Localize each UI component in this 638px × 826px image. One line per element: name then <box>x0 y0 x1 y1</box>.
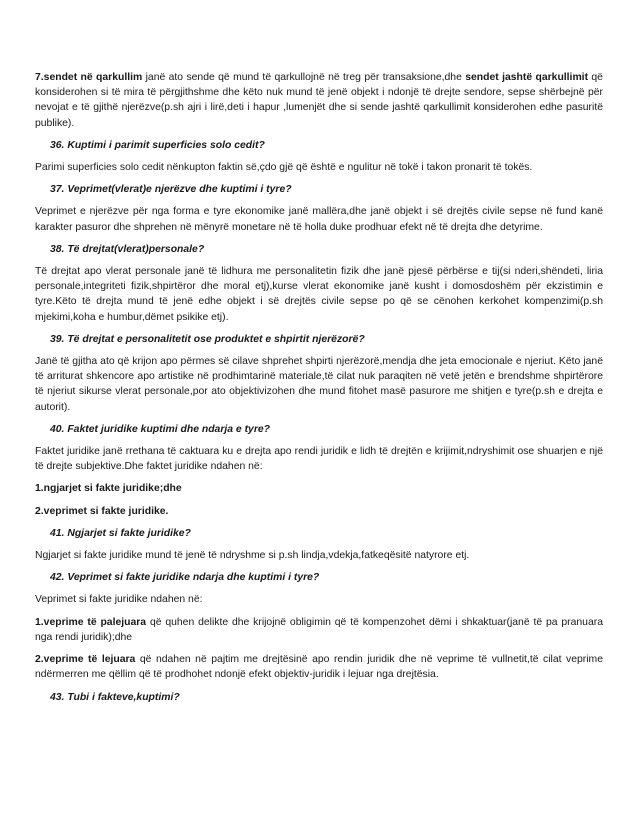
text-run: Veprimet e njerëzve për nga forma e tyre ekonomike janë mallëra,dhe janë objekt i së drejtës civile sepse në fund kanë karakter pasuror dhe shprehen në mënyrë monetare në të holla duke prodhuar efekt në të drejta dhe detyrime. <box>35 206 603 233</box>
text-run: Faktet juridike janë rrethana të caktuara ku e drejta apo rendi juridik e lidh të drejtën e krijimit,ndryshimit ose shuarjen e një të drejte subjektive.Dhe faktet juridike ndahen në: <box>35 446 603 473</box>
question-heading: 36. Kuptimi i parimit superficies solo cedit? <box>50 139 265 151</box>
paragraph <box>35 204 603 234</box>
question-heading: 43. Tubi i fakteve,kuptimi? <box>50 691 180 703</box>
paragraph <box>35 444 603 474</box>
paragraph <box>35 354 603 415</box>
text-run: Të drejtat apo vlerat personale janë të lidhura me personalitetin fizik dhe janë pjesë përbërse e tij(si nderi,shëndeti, liria personale,integriteti fizik,shpirtëror dhe moral etj),kurse vlerat ekonomike janë kusht i domosdoshëm për ekzistimin e tyre.Këto të drejta mund të jenë edhe objekt i së drejtës civile sepse po që se cënohen kerkohet kompenzimi(p.sh mjekimi,koha e humbur,dëmet psikike etj). <box>35 266 603 323</box>
text-run: Janë të gjitha ato që krijon apo përmes së cilave shprehet shpirti njerëzorë,mendja dhe jeta emocionale e njeriut. Këto janë të arriturat shkencore apo artistike në prodhimtarinë materiale,të cilat nuk paraqiten në vetë jetën e brendshme shpirtërore të njeriut sikurse vlerat personale,por ato objektivizohen dhe mund fitohet masë pasurore me shitjen e tyre(p.sh e drejta e autorit). <box>35 356 603 413</box>
bold-term: 2.veprimet si fakte juridike. <box>35 505 169 517</box>
bold-term: sendet jashtë qarkullimit <box>465 72 589 83</box>
bold-term: 7.sendet në qarkullim <box>35 72 143 83</box>
question-heading: 39. Të drejtat e personalitetit ose produktet e shpirtit njerëzorë? <box>50 333 365 345</box>
question-heading: 38. Të drejtat(vlerat)personale? <box>50 243 205 255</box>
bold-term: 1.ngjarjet si fakte juridike;dhe <box>35 483 182 495</box>
paragraph <box>35 615 603 645</box>
text-run: që ndahen në pajtim me drejtësinë apo rendin juridik dhe në veprime të vullnetit,të cilat veprime ndërmerren me qëllim që të prodhohet ndonjë efekt objektiv-juridik i lejuar nga drejtësia. <box>35 654 603 681</box>
document-page <box>35 70 603 712</box>
text-run: janë ato sende që mund të qarkullojnë në treg për transaksione,dhe <box>142 72 466 83</box>
paragraph <box>35 264 603 325</box>
bold-term: 2.veprime të lejuara <box>35 654 136 666</box>
text-run: Parimi superficies solo cedit nënkupton faktin së,çdo gjë që është e ngulitur në tokë i takon pronarit të tokës. <box>35 162 533 174</box>
bold-term: 1.veprime të palejuara <box>35 616 147 628</box>
text-run: Veprimet si fakte juridike ndahen në: <box>35 594 203 606</box>
paragraph <box>35 548 603 563</box>
question-heading: 41. Ngjarjet si fakte juridike? <box>50 527 191 539</box>
paragraph <box>35 592 603 607</box>
paragraph <box>35 70 603 131</box>
paragraph <box>35 481 603 496</box>
paragraph <box>35 160 603 175</box>
text-run: që quhen delikte dhe krijojnë obligimin që të kompenzohet dëmi i shkaktuar(janë të pa pranuara nga rendi juridik);dhe <box>35 616 603 643</box>
paragraph <box>35 504 603 519</box>
question-heading: 40. Faktet juridike kuptimi dhe ndarja e tyre? <box>50 423 270 435</box>
paragraph <box>35 652 603 682</box>
question-heading: 42. Veprimet si fakte juridike ndarja dhe kuptimi i tyre? <box>50 572 320 584</box>
text-run: që konsiderohen si të mira të përgjithshme dhe këto nuk mund të jenë objekt i ndonjë të drejte sendore, sepse shërbejnë për nevojat e të gjithë njerëzve(p.sh ajri i lirë,deti i hapur ,lumenjët dhe si sende jashtë qarkullimit konsiderohen edhe pasuritë publike). <box>35 72 603 129</box>
text-run: Ngjarjet si fakte juridike mund të jenë të ndryshme si p.sh lindja,vdekja,fatkeqësitë natyrore etj. <box>35 550 470 562</box>
question-heading: 37. Veprimet(vlerat)e njerëzve dhe kuptimi i tyre? <box>50 184 292 196</box>
